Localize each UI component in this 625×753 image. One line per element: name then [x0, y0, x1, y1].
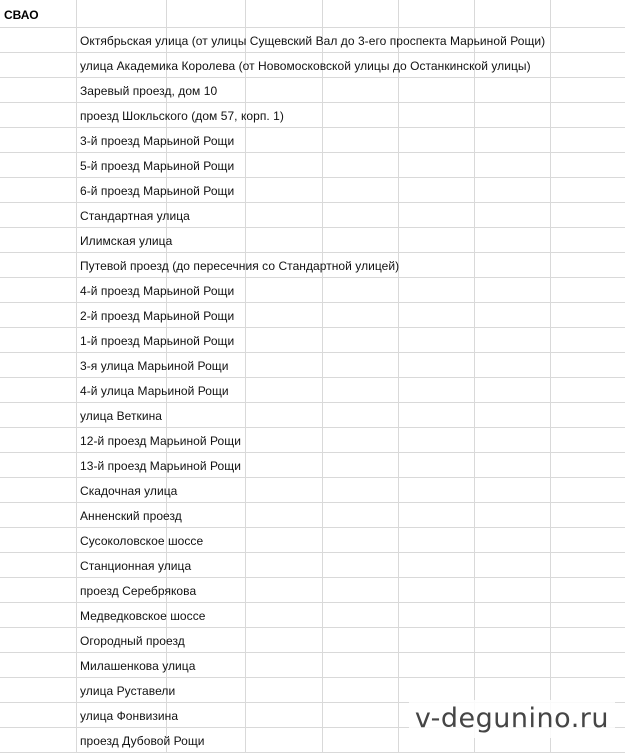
row-a-cell[interactable]: [0, 128, 76, 152]
street-name-cell[interactable]: Стандартная улица: [80, 209, 190, 223]
row-a-cell[interactable]: [0, 378, 76, 402]
table-row: [0, 203, 625, 228]
table-row: [0, 128, 625, 153]
table-row: [0, 603, 625, 628]
row-a-cell[interactable]: [0, 728, 76, 752]
table-row: [0, 503, 625, 528]
row-a-cell[interactable]: [0, 78, 76, 102]
table-row: [0, 303, 625, 328]
row-a-cell[interactable]: [0, 703, 76, 727]
row-a-cell[interactable]: [0, 353, 76, 377]
table-row: [0, 153, 625, 178]
row-a-cell[interactable]: [0, 403, 76, 427]
table-row: [0, 453, 625, 478]
site-watermark: v-degunino.ru: [409, 700, 615, 738]
row-a-cell[interactable]: [0, 528, 76, 552]
street-name-cell[interactable]: Путевой проезд (до пересечния со Стандартной улицей): [80, 259, 400, 273]
row-a-cell[interactable]: [0, 453, 76, 477]
street-name-cell[interactable]: Заревый проезд, дом 10: [80, 84, 218, 98]
street-name-cell[interactable]: Огородный проезд: [80, 634, 185, 648]
street-name-cell[interactable]: Октябрьская улица (от улицы Сущевский Вал до 3-его проспекта Марьиной Рощи): [80, 34, 546, 48]
table-row: [0, 228, 625, 253]
table-row: [0, 478, 625, 503]
street-name-cell[interactable]: 6-й проезд Марьиной Рощи: [80, 184, 235, 198]
table-row: [0, 653, 625, 678]
street-name-cell[interactable]: Илимская улица: [80, 234, 173, 248]
table-row: [0, 253, 625, 278]
street-name-cell[interactable]: улица Веткина: [80, 409, 163, 423]
street-name-cell[interactable]: проезд Шокльского (дом 57, корп. 1): [80, 109, 284, 123]
row-a-cell[interactable]: [0, 653, 76, 677]
table-row: [0, 278, 625, 303]
street-name-cell[interactable]: Милашенкова улица: [80, 659, 196, 673]
row-a-cell[interactable]: [0, 103, 76, 127]
street-name-cell[interactable]: улица Фонвизина: [80, 709, 179, 723]
table-row: [0, 553, 625, 578]
table-row: [0, 428, 625, 453]
table-row: [0, 403, 625, 428]
row-a-cell[interactable]: [0, 278, 76, 302]
table-row: [0, 378, 625, 403]
row-a-cell[interactable]: [0, 228, 76, 252]
street-name-cell[interactable]: 4-й улица Марьиной Рощи: [80, 384, 229, 398]
table-row: [0, 78, 625, 103]
street-name-cell[interactable]: 12-й проезд Марьиной Рощи: [80, 434, 241, 448]
header-row: [0, 3, 625, 28]
street-name-cell[interactable]: 4-й проезд Марьиной Рощи: [80, 284, 235, 298]
row-a-cell[interactable]: [0, 428, 76, 452]
street-name-cell[interactable]: 5-й проезд Марьиной Рощи: [80, 159, 235, 173]
street-name-cell[interactable]: проезд Дубовой Рощи: [80, 734, 205, 748]
street-name-cell[interactable]: 2-й проезд Марьиной Рощи: [80, 309, 235, 323]
table-row: [0, 53, 625, 78]
street-name-cell[interactable]: Анненский проезд: [80, 509, 182, 523]
row-a-cell[interactable]: [0, 478, 76, 502]
street-name-cell[interactable]: 3-й проезд Марьиной Рощи: [80, 134, 235, 148]
table-row: [0, 528, 625, 553]
street-name-cell[interactable]: проезд Серебрякова: [80, 584, 197, 598]
table-row: [0, 353, 625, 378]
street-name-cell[interactable]: Станционная улица: [80, 559, 192, 573]
district-header-cell[interactable]: СВАО: [4, 8, 39, 22]
row-a-cell[interactable]: [0, 628, 76, 652]
row-a-cell[interactable]: [0, 328, 76, 352]
row-a-cell[interactable]: [0, 253, 76, 277]
table-row: [0, 328, 625, 353]
row-a-cell[interactable]: [0, 678, 76, 702]
row-a-cell[interactable]: [0, 578, 76, 602]
street-name-cell[interactable]: 1-й проезд Марьиной Рощи: [80, 334, 235, 348]
street-name-cell[interactable]: улица Руставели: [80, 684, 176, 698]
table-row: [0, 28, 625, 53]
street-name-cell[interactable]: Медведковское шоссе: [80, 609, 206, 623]
row-a-cell[interactable]: [0, 303, 76, 327]
row-a-cell[interactable]: [0, 178, 76, 202]
row-a-cell[interactable]: [0, 553, 76, 577]
table-row: [0, 178, 625, 203]
row-a-cell[interactable]: [0, 603, 76, 627]
table-row: [0, 578, 625, 603]
street-name-cell[interactable]: Сусоколовское шоссе: [80, 534, 204, 548]
street-name-cell[interactable]: Скадочная улица: [80, 484, 178, 498]
row-a-cell[interactable]: [0, 153, 76, 177]
street-name-cell[interactable]: 13-й проезд Марьиной Рощи: [80, 459, 241, 473]
row-a-cell[interactable]: [0, 203, 76, 227]
table-row: [0, 628, 625, 653]
street-name-cell[interactable]: улица Академика Королева (от Новомосковской улицы до Останкинской улицы): [80, 59, 531, 73]
row-a-cell[interactable]: [0, 53, 76, 77]
table-row: [0, 103, 625, 128]
street-name-cell[interactable]: 3-я улица Марьиной Рощи: [80, 359, 229, 373]
row-a-cell[interactable]: [0, 28, 76, 52]
row-a-cell[interactable]: [0, 503, 76, 527]
